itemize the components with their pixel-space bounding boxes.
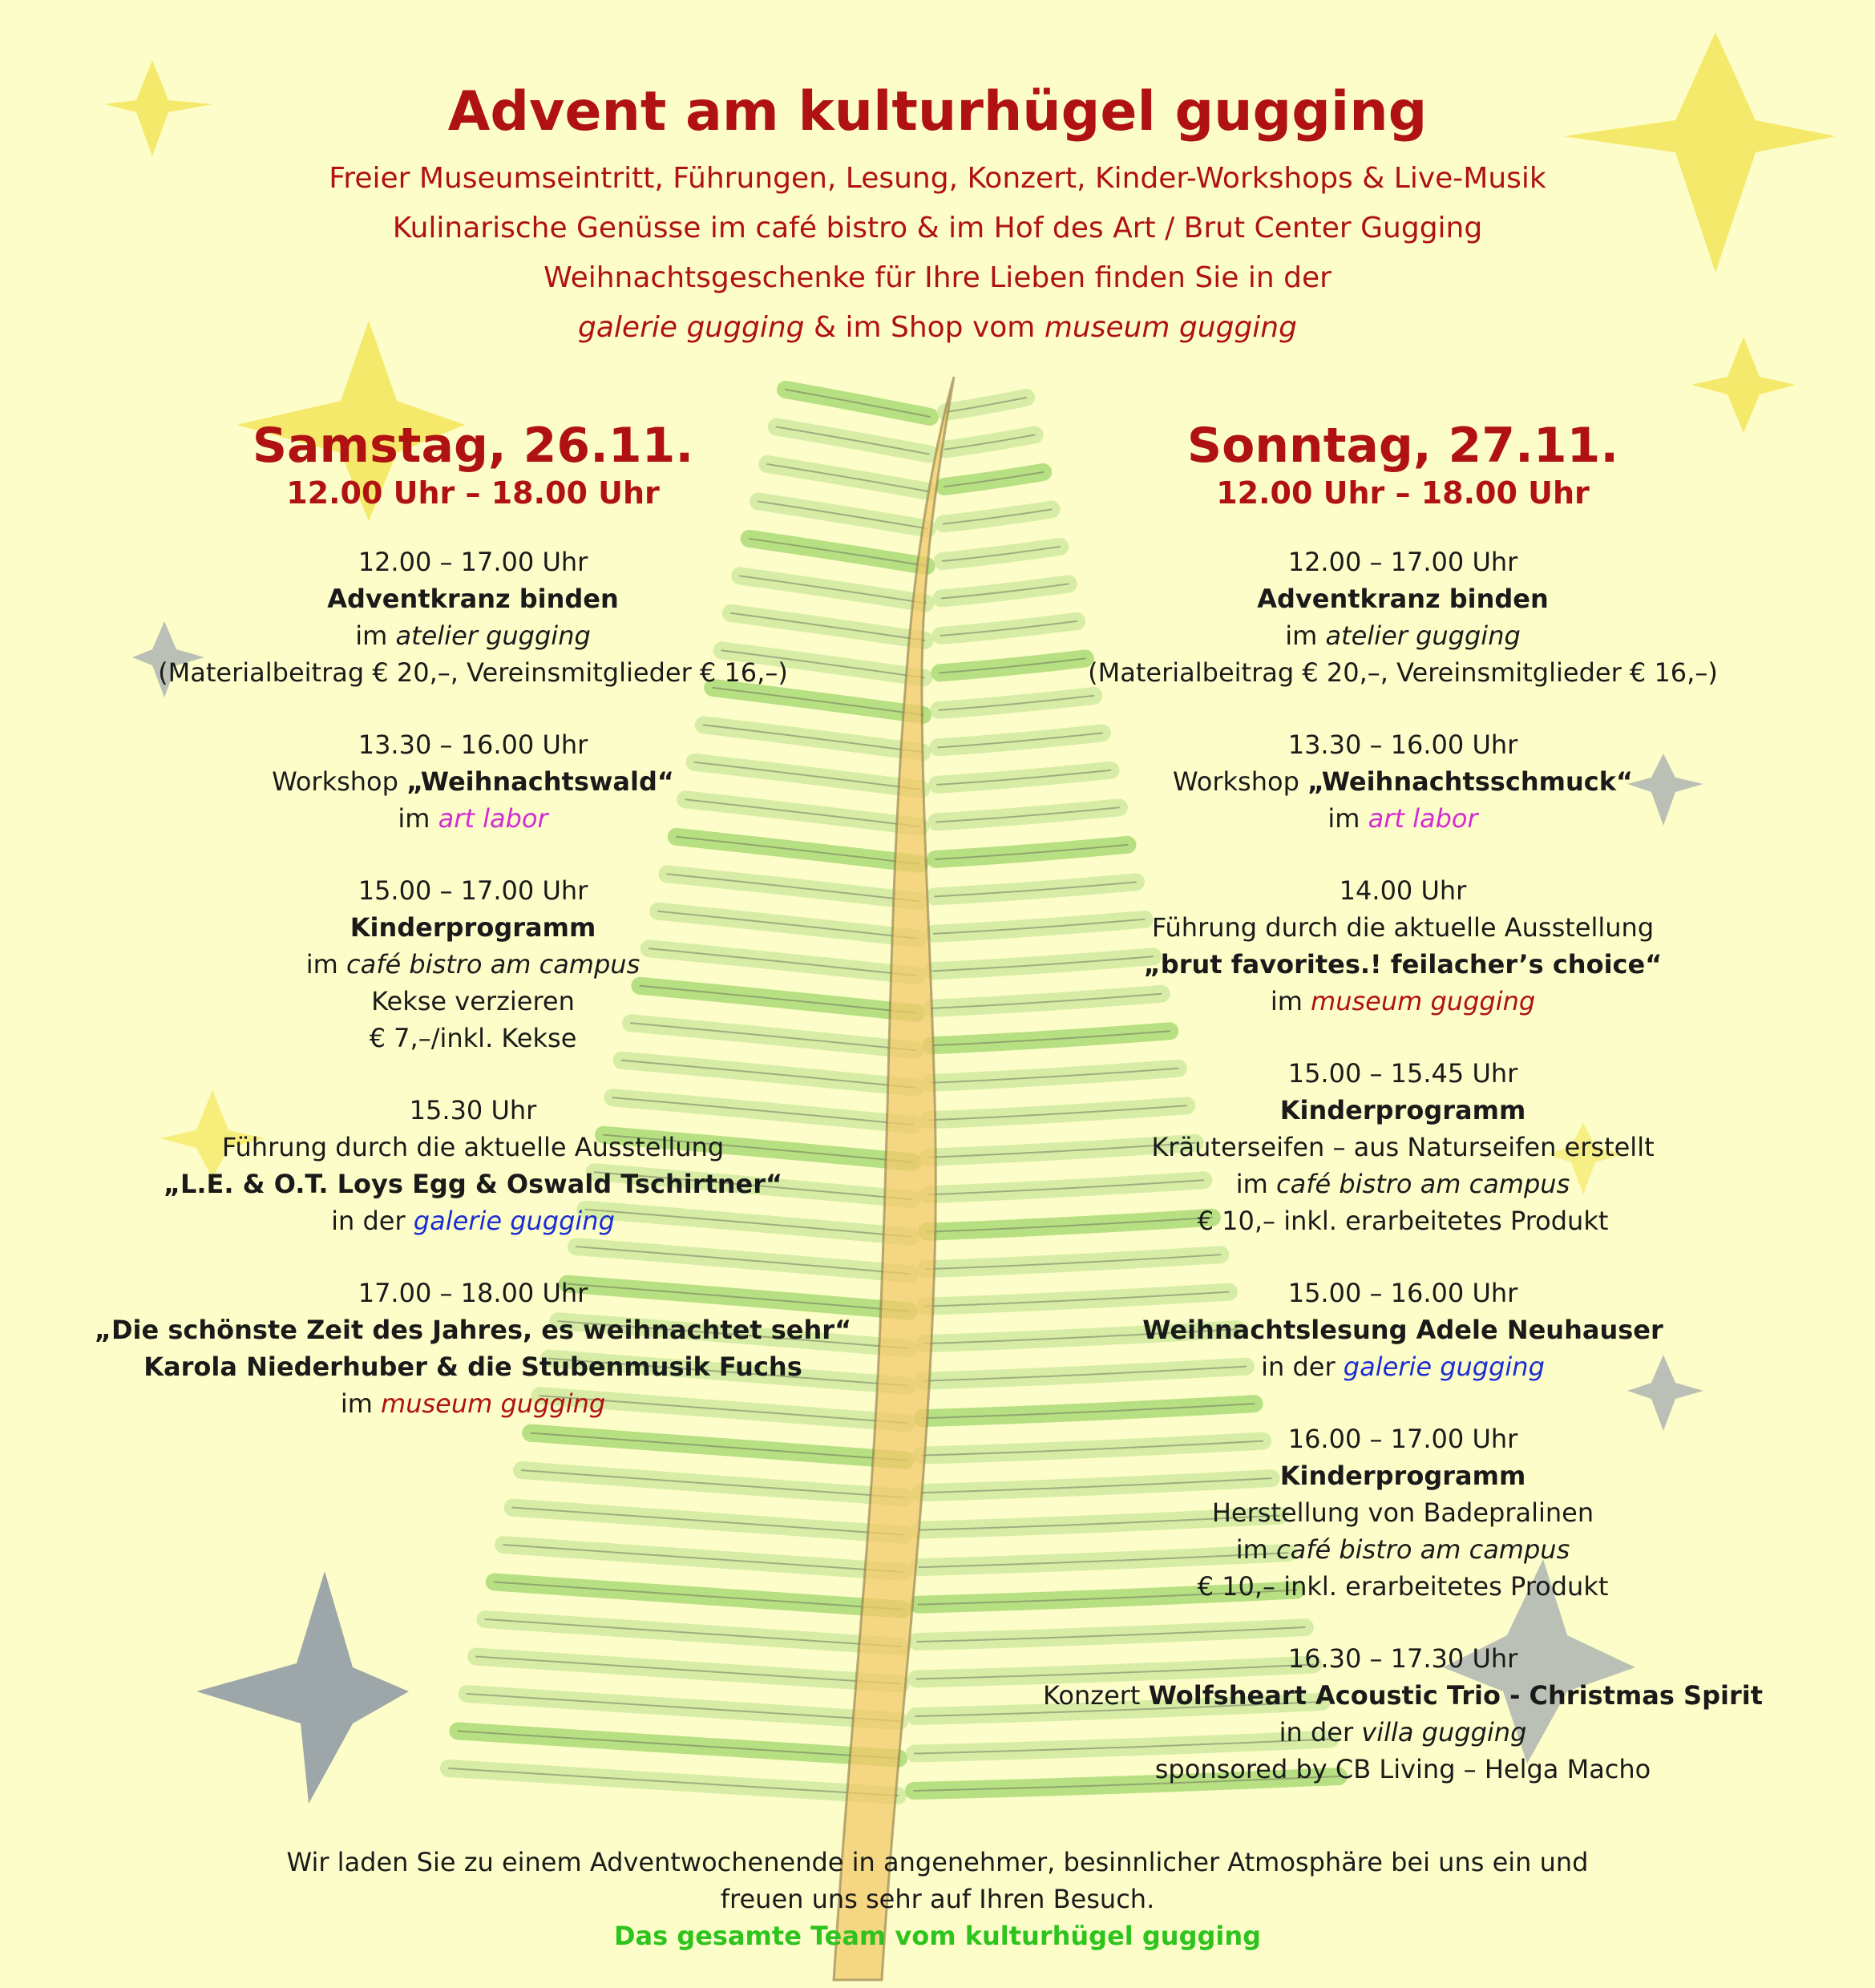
tree-branch-outline bbox=[467, 1694, 899, 1721]
location-name: museum gugging bbox=[1311, 986, 1536, 1016]
event-description: Führung durch die aktuelle Ausstellung bbox=[221, 1132, 725, 1162]
event-type: Workshop bbox=[272, 766, 407, 797]
location-name: villa gugging bbox=[1361, 1717, 1527, 1748]
event-description: Kekse verzieren bbox=[371, 986, 575, 1016]
event-note: (Materialbeitrag € 20,–, Vereinsmitglieder € 16,–) bbox=[1088, 657, 1718, 688]
location-prefix: im bbox=[1327, 803, 1368, 834]
museum-gugging-link: museum gugging bbox=[1044, 311, 1297, 344]
saturday-hours: 12.00 Uhr – 18.00 Uhr bbox=[286, 475, 660, 511]
intro-line-4-mid: & im Shop vom bbox=[804, 311, 1045, 344]
event-title-line bbox=[32, 763, 914, 800]
event-time: 15.00 – 17.00 Uhr bbox=[358, 875, 588, 906]
galerie-gugging-link: galerie gugging bbox=[578, 311, 805, 344]
event-title: Weihnachtslesung Adele Neuhauser bbox=[1142, 1315, 1663, 1345]
event-time: 17.00 – 18.00 Uhr bbox=[358, 1278, 588, 1308]
event-title: „Die schönste Zeit des Jahres, es weihnachtet sehr“ bbox=[94, 1315, 852, 1345]
saturday-title: Samstag, 26.11. bbox=[252, 418, 694, 474]
event-title-line bbox=[962, 1677, 1844, 1714]
location-name: art labor bbox=[1368, 803, 1478, 834]
footer-signature: Das gesamte Team vom kulturhügel gugging bbox=[613, 1921, 1262, 1951]
event-title: Wolfsheart Acoustic Trio - Christmas Spirit bbox=[1148, 1680, 1763, 1711]
event-time: 12.00 – 17.00 Uhr bbox=[1287, 547, 1518, 577]
event-location bbox=[32, 1202, 914, 1239]
event-title: Adventkranz binden bbox=[1257, 584, 1549, 614]
location-name: café bistro am campus bbox=[1275, 1169, 1570, 1199]
event-fuehrung-sat bbox=[32, 1092, 914, 1239]
event-note: (Materialbeitrag € 20,–, Vereinsmitglieder € 16,–) bbox=[158, 657, 788, 688]
event-time: 14.00 Uhr bbox=[1339, 875, 1467, 906]
event-type: Konzert bbox=[1043, 1680, 1149, 1711]
event-location bbox=[32, 800, 914, 837]
event-konzert-sat bbox=[32, 1275, 914, 1422]
location-prefix: in der bbox=[1261, 1352, 1344, 1382]
event-title: „Weihnachtsschmuck“ bbox=[1307, 766, 1633, 797]
location-prefix: im bbox=[1235, 1169, 1276, 1199]
event-sponsor: sponsored by CB Living – Helga Macho bbox=[1154, 1754, 1651, 1784]
tree-branch-outline bbox=[522, 1470, 905, 1497]
event-location bbox=[962, 1348, 1844, 1385]
event-time: 12.00 – 17.00 Uhr bbox=[358, 547, 588, 577]
event-performers: Karola Niederhuber & die Stubenmusik Fuchs bbox=[143, 1352, 802, 1382]
sunday-program bbox=[962, 417, 1844, 1823]
event-location bbox=[962, 800, 1844, 837]
event-description: Führung durch die aktuelle Ausstellung bbox=[1151, 912, 1655, 943]
event-time: 16.30 – 17.30 Uhr bbox=[1287, 1643, 1518, 1674]
sunday-hours: 12.00 Uhr – 18.00 Uhr bbox=[1216, 475, 1590, 511]
location-prefix: im bbox=[1235, 1534, 1276, 1565]
event-location bbox=[32, 946, 914, 983]
event-type: Workshop bbox=[1173, 766, 1308, 797]
page-title: Advent am kulturhügel gugging bbox=[447, 80, 1428, 143]
event-description: Kräuterseifen – aus Naturseifen erstellt bbox=[1151, 1132, 1655, 1162]
event-price: € 7,–/inkl. Kekse bbox=[369, 1023, 577, 1053]
location-prefix: im bbox=[305, 949, 346, 980]
event-kinderprogramm-sun-2 bbox=[962, 1420, 1844, 1605]
intro-line-4 bbox=[0, 303, 1875, 353]
location-name: atelier gugging bbox=[1325, 620, 1521, 651]
event-lesung-sun bbox=[962, 1275, 1844, 1385]
event-time: 13.30 – 16.00 Uhr bbox=[1287, 729, 1518, 760]
location-prefix: im bbox=[1270, 986, 1311, 1016]
location-name: atelier gugging bbox=[395, 620, 591, 651]
location-name: galerie gugging bbox=[1343, 1352, 1545, 1382]
saturday-program bbox=[32, 417, 914, 1457]
tree-branch-outline bbox=[458, 1731, 899, 1759]
location-prefix: im bbox=[355, 620, 396, 651]
location-prefix: im bbox=[1285, 620, 1326, 651]
event-adventkranz-sat bbox=[32, 543, 914, 691]
location-name: café bistro am campus bbox=[346, 949, 640, 980]
intro-line-1: Freier Museumseintritt, Führungen, Lesung, Konzert, Kinder-Workshops & Live-Musik bbox=[329, 162, 1546, 195]
location-prefix: im bbox=[398, 803, 438, 834]
event-workshop-sat bbox=[32, 726, 914, 837]
tree-branch-outline bbox=[512, 1508, 903, 1535]
footer-line-2: freuen uns sehr auf Ihren Besuch. bbox=[720, 1884, 1155, 1914]
event-kinderprogramm-sat bbox=[32, 872, 914, 1057]
event-location bbox=[962, 983, 1844, 1020]
intro-line-2: Kulinarische Genüsse im café bistro & im Hof des Art / Brut Center Gugging bbox=[392, 212, 1483, 244]
event-time: 13.30 – 16.00 Uhr bbox=[358, 729, 588, 760]
tree-branch-outline bbox=[495, 1582, 903, 1610]
event-price: € 10,– inkl. erarbeitetes Produkt bbox=[1197, 1571, 1609, 1602]
tree-branch-outline bbox=[485, 1619, 901, 1647]
event-title: „L.E. & O.T. Loys Egg & Oswald Tschirtner“ bbox=[163, 1169, 783, 1199]
event-location bbox=[32, 617, 914, 654]
tree-branch-outline bbox=[449, 1768, 898, 1796]
footer-line-1: Wir laden Sie zu einem Adventwochenende in angenehmer, besinnlicher Atmosphäre bei uns ein und bbox=[286, 1847, 1589, 1877]
event-price: € 10,– inkl. erarbeitetes Produkt bbox=[1197, 1206, 1609, 1236]
event-title: „brut favorites.! feilacher’s choice“ bbox=[1143, 949, 1663, 980]
location-name: museum gugging bbox=[381, 1388, 606, 1419]
event-title: Kinderprogramm bbox=[1279, 1095, 1526, 1125]
event-time: 15.30 Uhr bbox=[409, 1095, 537, 1125]
event-kinderprogramm-sun-1 bbox=[962, 1055, 1844, 1239]
location-name: galerie gugging bbox=[413, 1206, 615, 1236]
location-prefix: in der bbox=[331, 1206, 414, 1236]
event-title: Kinderprogramm bbox=[350, 912, 596, 943]
footer bbox=[0, 1844, 1875, 1954]
event-fuehrung-sun bbox=[962, 872, 1844, 1020]
tree-branch-outline bbox=[476, 1657, 900, 1684]
event-time: 15.00 – 15.45 Uhr bbox=[1287, 1058, 1518, 1089]
intro-line-3: Weihnachtsgeschenke für Ihre Lieben finden Sie in der bbox=[544, 261, 1331, 294]
event-title: „Weihnachtswald“ bbox=[406, 766, 674, 797]
tree-branch-outline bbox=[786, 390, 930, 417]
event-location bbox=[962, 1166, 1844, 1202]
event-konzert-sun bbox=[962, 1640, 1844, 1788]
location-prefix: in der bbox=[1279, 1717, 1362, 1748]
event-location bbox=[962, 1531, 1844, 1568]
tree-branch-outline bbox=[503, 1545, 903, 1572]
location-name: café bistro am campus bbox=[1275, 1534, 1570, 1565]
event-location bbox=[962, 617, 1844, 654]
location-prefix: im bbox=[340, 1388, 382, 1419]
event-workshop-sun bbox=[962, 726, 1844, 837]
event-title: Adventkranz binden bbox=[327, 584, 619, 614]
event-adventkranz-sun bbox=[962, 543, 1844, 691]
event-title-line bbox=[962, 763, 1844, 800]
event-time: 15.00 – 16.00 Uhr bbox=[1287, 1278, 1518, 1308]
location-name: art labor bbox=[438, 803, 548, 834]
sunday-title: Sonntag, 27.11. bbox=[1186, 418, 1619, 474]
intro-block bbox=[0, 154, 1875, 353]
star-icon bbox=[196, 1571, 409, 1804]
event-location bbox=[962, 1714, 1844, 1751]
event-time: 16.00 – 17.00 Uhr bbox=[1287, 1424, 1518, 1454]
event-title: Kinderprogramm bbox=[1279, 1461, 1526, 1491]
event-description: Herstellung von Badepralinen bbox=[1211, 1497, 1594, 1528]
event-location bbox=[32, 1385, 914, 1422]
